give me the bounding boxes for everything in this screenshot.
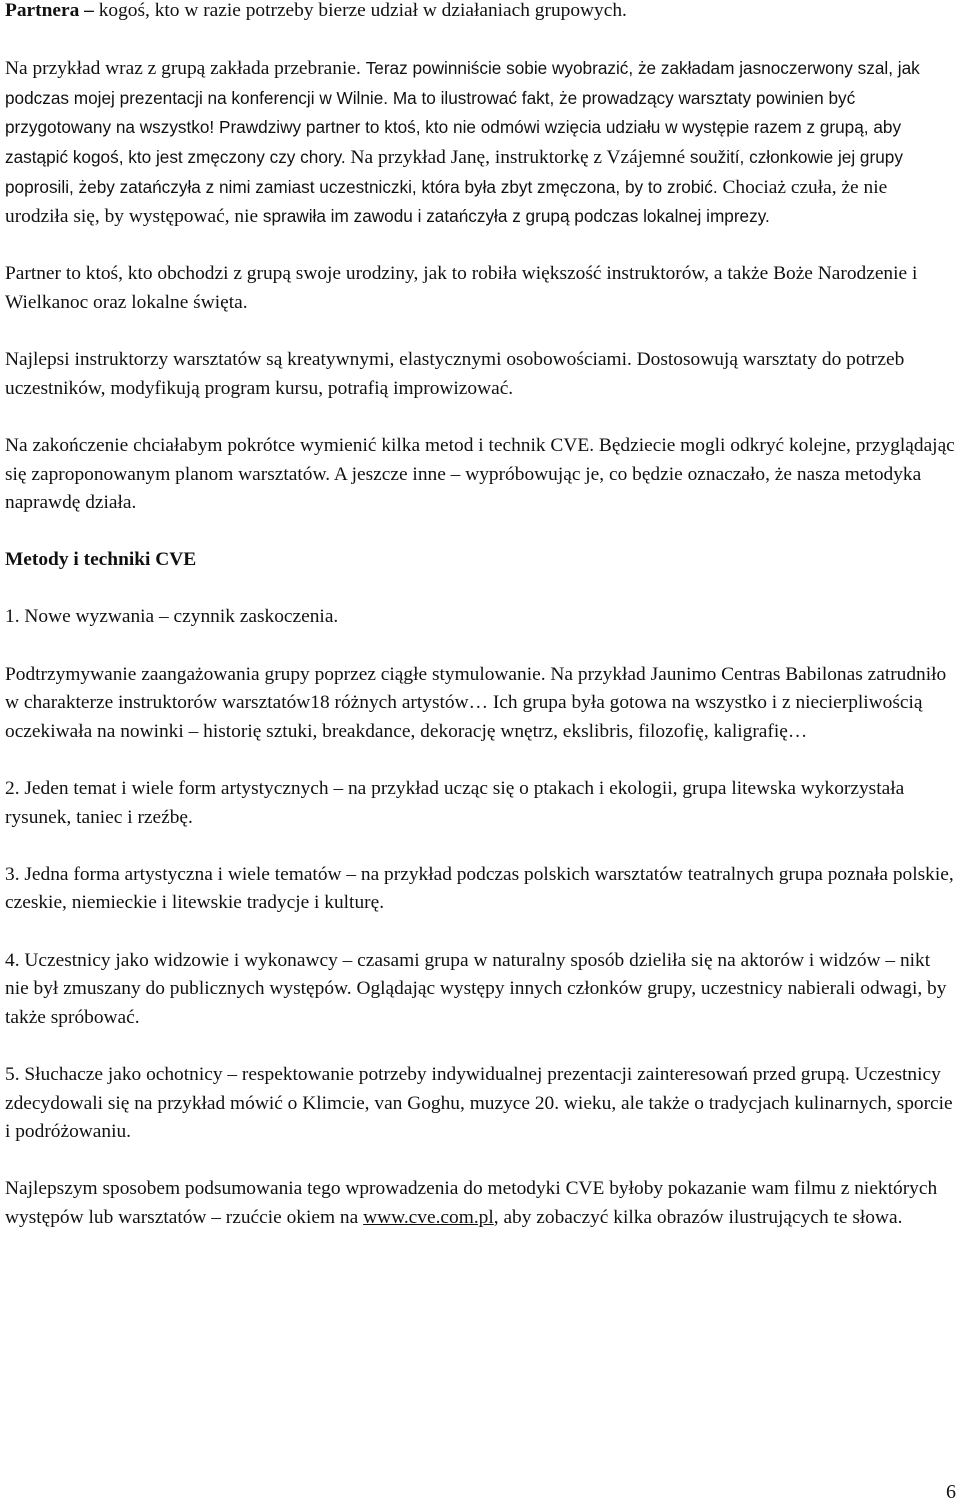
best-instructors-paragraph: Najlepsi instruktorzy warsztatów są kreatywnymi, elastycznymi osobowościami. Dostosowują warsztaty do potrzeb uczestników, modyfikują program kursu, potrafią improwizować. — [5, 349, 905, 399]
scarf-text-3: Na przykład Janę, instruktorkę z Vzájemné — [345, 146, 686, 168]
birthday-paragraph: Partner to ktoś, kto obchodzi z grupą swoje urodziny, jak to robiła większość instruktorów, a także Boże Narodzenie i Wielkanoc oraz lokalne święta. — [5, 263, 918, 313]
method-item-1-body: Podtrzymywanie zaangażowania grupy poprzez ciągłe stymulowanie. Na przykład Jaunimo Centras Babilonas zatrudniło w charakterze instruktorów warsztatów18 różnych artystów… Ich grupa była gotowa na wszystko i z niecierpliwością oczekiwała na nowinki – historię sztuki, breakdance, dekorację wnętrz, ekslibris, filozofię, kaligrafię… — [5, 663, 947, 742]
scarf-text-1: Na przykład wraz z grupą zakłada przebranie. — [5, 58, 366, 80]
closing-text-end: , aby zobaczyć kilka obrazów ilustrujących te słowa. — [493, 1206, 903, 1228]
method-item-2: 2. Jeden temat i wiele form artystycznych – na przykład ucząc się o ptakach i ekologii, grupa litewska wykorzystała rysunek, taniec i rzeźbę. — [5, 778, 905, 828]
method-item-1-title: 1. Nowe wyzwania – czynnik zaskoczenia. — [5, 606, 339, 628]
partner-term: Partnera – — [5, 0, 94, 21]
partner-definition: kogoś, kto w razie potrzeby bierze udział w działaniach grupowych. — [93, 0, 627, 21]
scarf-text-4: soužití, członkowie jej grupy poprosili, żeby zatańczyła z nimi zamiast uczestniczki, która była zbyt zmęczona, by to zrobić. — [5, 146, 903, 197]
method-item-5: 5. Słuchacze jako ochotnicy – respektowanie potrzeby indywidualnej prezentacji zainteresowań przed grupą. Uczestnicy zdecydowali się na przykład mówić o Klimcie, van Goghu, muzyce 20. wieku, ale także o tradycjach kulinarnych, sporcie i podróżowaniu. — [5, 1063, 953, 1143]
method-item-3: 3. Jedna forma artystyczna i wiele tematów – na przykład podczas polskich warsztatów teatralnych grupa poznała polskie, czeskie, niemieckie i litewskie tradycje i kulturę. — [5, 863, 954, 914]
method-item-4: 4. Uczestnicy jako widzowie i wykonawcy – czasami grupa w naturalny sposób dzieliła się na aktorów i widzów – nikt nie był zmuszany do publicznych występów. Oglądając występy innych członków grupy, uczestnicy nabierali odwagi, by także spróbować. — [5, 949, 947, 1028]
methods-heading: Metody i techniki CVE — [5, 549, 197, 571]
scarf-paragraph — [5, 54, 955, 232]
partner-paragraph — [5, 0, 955, 26]
closing-paragraph — [5, 1175, 955, 1232]
scarf-text-2: Teraz powinniście sobie wyobrazić, że zakładam jasnoczerwony szal, jak podczas mojej prezentacji na konferencji w Wilnie. Ma to ilustrować fakt, że prowadzący warsztaty powinien być przygotowany na wszystko! Prawdziwy partner to ktoś, kto nie odmówi wzięcia udziału w występie razem z grupą, aby zastąpić kogoś, kto jest zmęczony czy chory. — [5, 58, 920, 167]
scarf-text-5: Chociaż czuła, że nie urodziła się, by występować, nie — [5, 176, 888, 228]
closing-text: Najlepszym sposobem podsumowania tego wprowadzenia do metodyki CVE byłoby pokazanie wam filmu z niektórych występów lub warsztatów – rzućcie okiem na — [5, 1178, 938, 1228]
document-page — [5, 0, 955, 1233]
conclusion-paragraph: Na zakończenie chciałabym pokrótce wymienić kilka metod i technik CVE. Będziecie mogli odkryć kolejne, przyglądając się zaproponowanym planom warsztatów. A jeszcze inne – wypróbowując je, co będzie oznaczało, że nasza metodyka naprawdę działa. — [5, 434, 955, 514]
scarf-text-6: sprawiła im zawodu i zatańczyła z grupą podczas lokalnej imprezy. — [258, 206, 770, 227]
page-number: 6 — [946, 1481, 956, 1503]
cve-website-link[interactable]: www.cve.com.pl — [363, 1206, 494, 1228]
